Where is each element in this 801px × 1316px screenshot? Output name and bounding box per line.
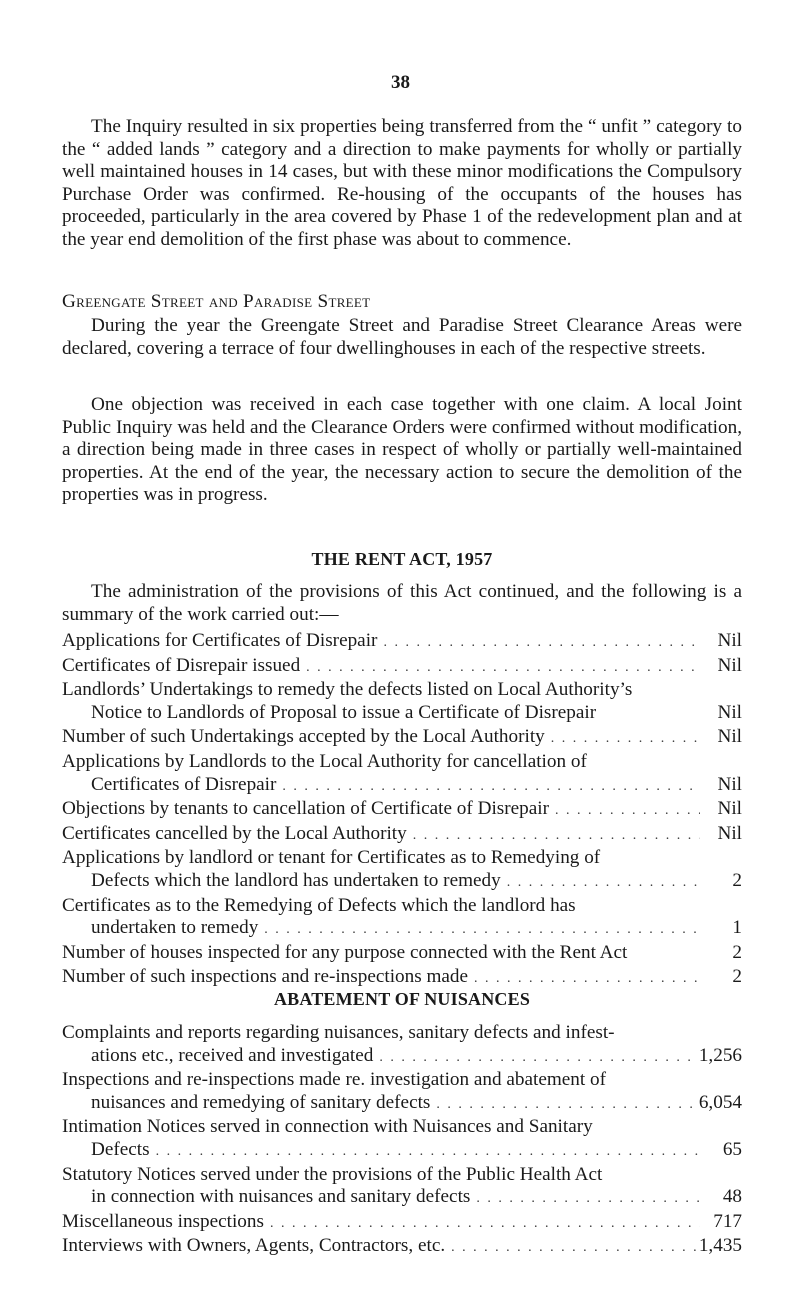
nuisances-item bbox=[62, 1045, 742, 1070]
nuisances-item-label: ations etc., received and investigated bbox=[91, 1044, 374, 1066]
nuisances-item-label: Miscellaneous inspections bbox=[62, 1210, 264, 1232]
greengate-section bbox=[62, 291, 742, 314]
rent-act-item-label-line1: Applications by landlord or tenant for Certificates as to Remedying of bbox=[62, 847, 601, 869]
nuisances-item-value: 6,054 bbox=[698, 1091, 742, 1113]
rent-act-item-label: Notice to Landlords of Proposal to issue a Certificate of Disrepair bbox=[91, 701, 597, 723]
page-number: 38 bbox=[391, 72, 410, 93]
rent-act-item-value: Nil bbox=[717, 701, 742, 723]
rent-act-item-value: 2 bbox=[732, 941, 742, 963]
rent-act-item-label: Number of such Undertakings accepted by the Local Authority bbox=[62, 726, 545, 748]
rent-act-item bbox=[62, 917, 742, 942]
leader-dots bbox=[377, 632, 700, 655]
leader-dots bbox=[276, 776, 700, 799]
rent-act-item bbox=[62, 942, 742, 967]
nuisances-list bbox=[62, 1022, 742, 1260]
rent-act-item-label: Certificates of Disrepair issued bbox=[62, 654, 301, 676]
nuisances-item-value: 65 bbox=[722, 1138, 742, 1160]
rent-act-item-label: Applications for Certificates of Disrepair bbox=[62, 630, 378, 651]
rent-act-item-label: Objections by tenants to cancellation of Certificate of Disrepair bbox=[62, 798, 549, 820]
leader-dots bbox=[501, 872, 700, 895]
leader-dots bbox=[445, 1237, 699, 1260]
rent-act-item-value: 1 bbox=[732, 917, 742, 939]
rent-act-item-value: 2 bbox=[732, 966, 742, 988]
rent-act-item-label: Defects which the landlord has undertaken to remedy bbox=[91, 869, 501, 891]
greengate-para1-wrap bbox=[62, 315, 742, 360]
leader-dots bbox=[258, 919, 700, 942]
rent-act-item bbox=[62, 702, 742, 727]
leader-dots bbox=[430, 1094, 698, 1117]
nuisances-item-label-line1: Inspections and re-inspections made re. investigation and abatement of bbox=[62, 1069, 607, 1091]
rent-act-item bbox=[62, 823, 742, 848]
rent-act-intro-wrap bbox=[62, 581, 742, 626]
rent-act-intro: The administration of the provisions of this Act continued, and the following is a summary of the work carried out:— bbox=[62, 581, 742, 625]
leader-dots bbox=[545, 728, 700, 751]
rent-act-item bbox=[62, 774, 742, 799]
nuisances-item-label: Defects bbox=[91, 1138, 150, 1160]
leader-dots bbox=[373, 1047, 698, 1070]
rent-act-item-label: Number of houses inspected for any purpose connected with the Rent Act bbox=[62, 941, 628, 963]
nuisances-item-label-line1: Statutory Notices served under the provisions of the Public Health Act bbox=[62, 1163, 603, 1185]
rent-act-item-label: undertaken to remedy bbox=[91, 917, 259, 939]
nuisances-item bbox=[62, 1211, 742, 1236]
rent-act-item-value: 2 bbox=[732, 869, 742, 891]
rent-act-item-label-line1: Applications by Landlords to the Local Authority for cancellation of bbox=[62, 750, 587, 772]
greengate-paragraph-1: During the year the Greengate Street and Paradise Street Clearance Areas were declared, covering a terrace of four dwellinghouses in each of the respective streets. bbox=[62, 315, 742, 359]
leader-dots bbox=[264, 1213, 700, 1236]
leader-dots bbox=[470, 1188, 700, 1211]
rent-act-item-value: Nil bbox=[717, 798, 742, 820]
nuisances-item-value: 1,435 bbox=[698, 1235, 742, 1257]
rent-act-item-label-line1: Landlords’ Undertakings to remedy the defects listed on Local Authority’s bbox=[62, 679, 633, 701]
nuisances-item-label: Interviews with Owners, Agents, Contractors, etc. bbox=[62, 1235, 446, 1257]
leader-dots bbox=[300, 657, 700, 680]
rent-act-item bbox=[62, 870, 742, 895]
nuisances-heading-wrap bbox=[62, 988, 742, 1011]
nuisances-heading: ABATEMENT OF NUISANCES bbox=[273, 989, 531, 1009]
leader-dots bbox=[407, 825, 700, 848]
greengate-heading: Greengate Street and Paradise Street bbox=[62, 291, 371, 312]
leader-dots bbox=[150, 1141, 700, 1164]
rent-act-item-value: Nil bbox=[717, 822, 742, 844]
rent-act-item-value: Nil bbox=[717, 773, 742, 795]
nuisances-item-label-line1: Intimation Notices served in connection with Nuisances and Sanitary bbox=[62, 1116, 593, 1138]
rent-act-item-label: Certificates of Disrepair bbox=[91, 773, 277, 795]
rent-act-item-label: Number of such inspections and re-inspections made bbox=[62, 966, 469, 988]
greengate-paragraph-2: One objection was received in each case together with one claim. A local Joint Public Inquiry was held and the Clearance Orders were confirmed without modification, a direction being made in three cases in respect of wholly or partially well-maintained properties. At the end of the year, the necessary action to secure the demolition of the properties was in progress. bbox=[62, 394, 742, 506]
intro-paragraph: The Inquiry resulted in six properties being transferred from the “ unfit ” category to the “ added lands ” category and a direction to make payments for wholly or partially well maintained houses in 14 cases, but with these minor modifications the Compulsory Purchase Order was confirmed. Re-housing of the occupants of the houses has proceeded, particularly in the area covered by Phase 1 of the redevelopment plan and at the year end demolition of the first phase was about to commence. bbox=[62, 116, 742, 250]
nuisances-item bbox=[62, 1092, 742, 1117]
rent-act-list bbox=[62, 630, 742, 991]
rent-act-heading: THE RENT ACT, 1957 bbox=[311, 549, 493, 569]
rent-act-item bbox=[62, 655, 742, 680]
nuisances-item bbox=[62, 1139, 742, 1164]
rent-act-item bbox=[62, 798, 742, 823]
nuisances-item-value: 1,256 bbox=[698, 1044, 742, 1066]
intro-section bbox=[62, 116, 742, 252]
nuisances-item-label-line1: Complaints and reports regarding nuisances, sanitary defects and infest- bbox=[62, 1022, 615, 1043]
rent-act-item bbox=[62, 726, 742, 751]
rent-act-heading-wrap bbox=[62, 548, 742, 571]
rent-act-item-value: Nil bbox=[717, 630, 742, 651]
rent-act-item bbox=[62, 630, 742, 655]
nuisances-item bbox=[62, 1235, 742, 1260]
nuisances-item-label: in connection with nuisances and sanitary defects bbox=[91, 1186, 471, 1208]
rent-act-item-label: Certificates cancelled by the Local Authority bbox=[62, 822, 407, 844]
rent-act-item-value: Nil bbox=[717, 726, 742, 748]
nuisances-item-label: nuisances and remedying of sanitary defects bbox=[91, 1091, 431, 1113]
nuisances-item-value: 48 bbox=[722, 1186, 742, 1208]
leader-dots bbox=[549, 800, 700, 823]
rent-act-item-value: Nil bbox=[717, 654, 742, 676]
nuisances-item bbox=[62, 1186, 742, 1211]
nuisances-item-value: 717 bbox=[713, 1210, 742, 1232]
rent-act-item-label-line1: Certificates as to the Remedying of Defects which the landlord has bbox=[62, 894, 576, 916]
greengate-para2-wrap bbox=[62, 394, 742, 507]
